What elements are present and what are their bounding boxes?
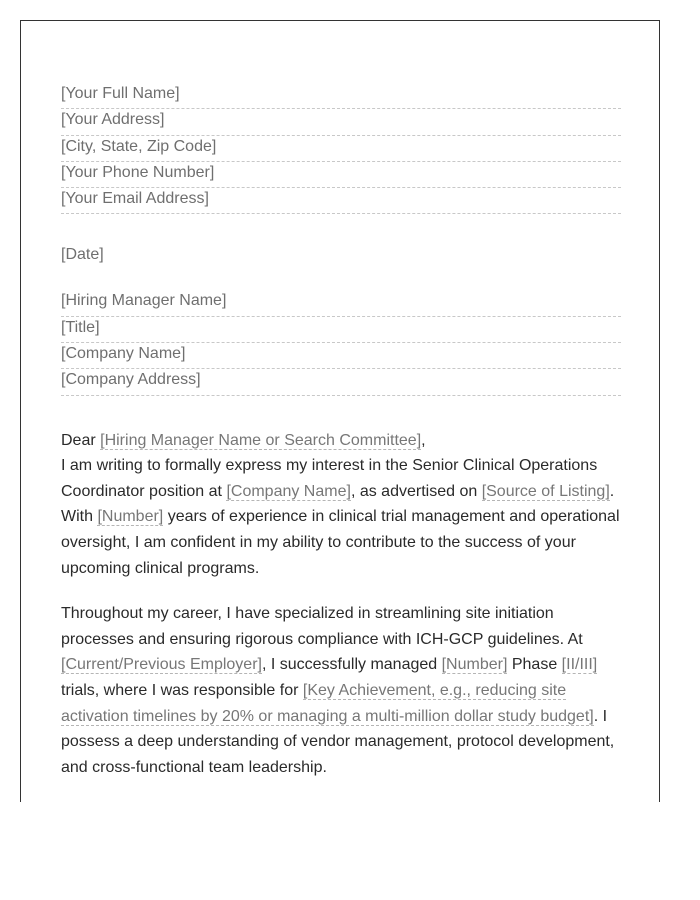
p2-number-placeholder[interactable]: [Number] xyxy=(441,656,508,674)
salutation xyxy=(61,428,621,454)
p2-phase-placeholder[interactable]: [II/III] xyxy=(561,656,598,674)
sender-full-name-field[interactable]: [Your Full Name] xyxy=(61,83,621,109)
sender-city-state-zip-field[interactable]: [City, State, Zip Code] xyxy=(61,136,621,162)
p1-text-3: . With xyxy=(61,482,615,526)
p1-source-placeholder[interactable]: [Source of Listing] xyxy=(481,482,610,500)
recipient-block xyxy=(61,290,621,395)
p2-text-3: Phase xyxy=(507,656,562,674)
letter-content xyxy=(61,83,621,780)
salutation-suffix: , xyxy=(421,431,426,449)
salutation-prefix: Dear xyxy=(61,431,101,449)
p2-text-4: trials, where I was responsible for xyxy=(61,682,303,700)
p1-text-2: , as advertised on xyxy=(350,482,482,500)
paragraph-1 xyxy=(61,453,621,581)
sender-phone-field[interactable]: [Your Phone Number] xyxy=(61,162,621,188)
p1-company-placeholder[interactable]: [Company Name] xyxy=(226,482,351,500)
p1-text-4: years of experience in clinical trial management and operational oversight, I am confident in my ability to contribute to the success of your upcoming clinical programs. xyxy=(61,508,620,577)
p2-text-2: , I successfully managed xyxy=(261,656,442,674)
paragraph-2 xyxy=(61,601,621,780)
recipient-company-field[interactable]: [Company Name] xyxy=(61,343,621,369)
recipient-address-field[interactable]: [Company Address] xyxy=(61,369,621,395)
date-field[interactable]: [Date] xyxy=(61,246,104,264)
p2-text-1: Throughout my career, I have specialized in streamlining site initiation processes and ensuring rigorous compliance with ICH-GCP guidelines. At xyxy=(61,605,583,648)
sender-email-field[interactable]: [Your Email Address] xyxy=(61,188,621,214)
sender-address-field[interactable]: [Your Address] xyxy=(61,109,621,135)
recipient-name-field[interactable]: [Hiring Manager Name] xyxy=(61,290,621,316)
p1-number-placeholder[interactable]: [Number] xyxy=(97,508,164,526)
p2-employer-placeholder[interactable]: [Current/Previous Employer] xyxy=(61,656,262,674)
p2-achievement-placeholder[interactable]: [Key Achievement, e.g., reducing site activation timelines by 20% or managing a multi-million dollar study budget] xyxy=(61,682,594,725)
p1-text-1: I am writing to formally express my interest in the Senior Clinical Operations Coordinator position at xyxy=(61,457,598,500)
recipient-title-field[interactable]: [Title] xyxy=(61,317,621,343)
letter-page xyxy=(20,20,660,802)
p2-text-5: . I possess a deep understanding of vendor management, protocol development, and cross-functional team leadership. xyxy=(61,707,615,776)
date-block xyxy=(61,244,621,266)
sender-block xyxy=(61,83,621,214)
salutation-name-placeholder[interactable]: [Hiring Manager Name or Search Committee] xyxy=(100,431,422,449)
